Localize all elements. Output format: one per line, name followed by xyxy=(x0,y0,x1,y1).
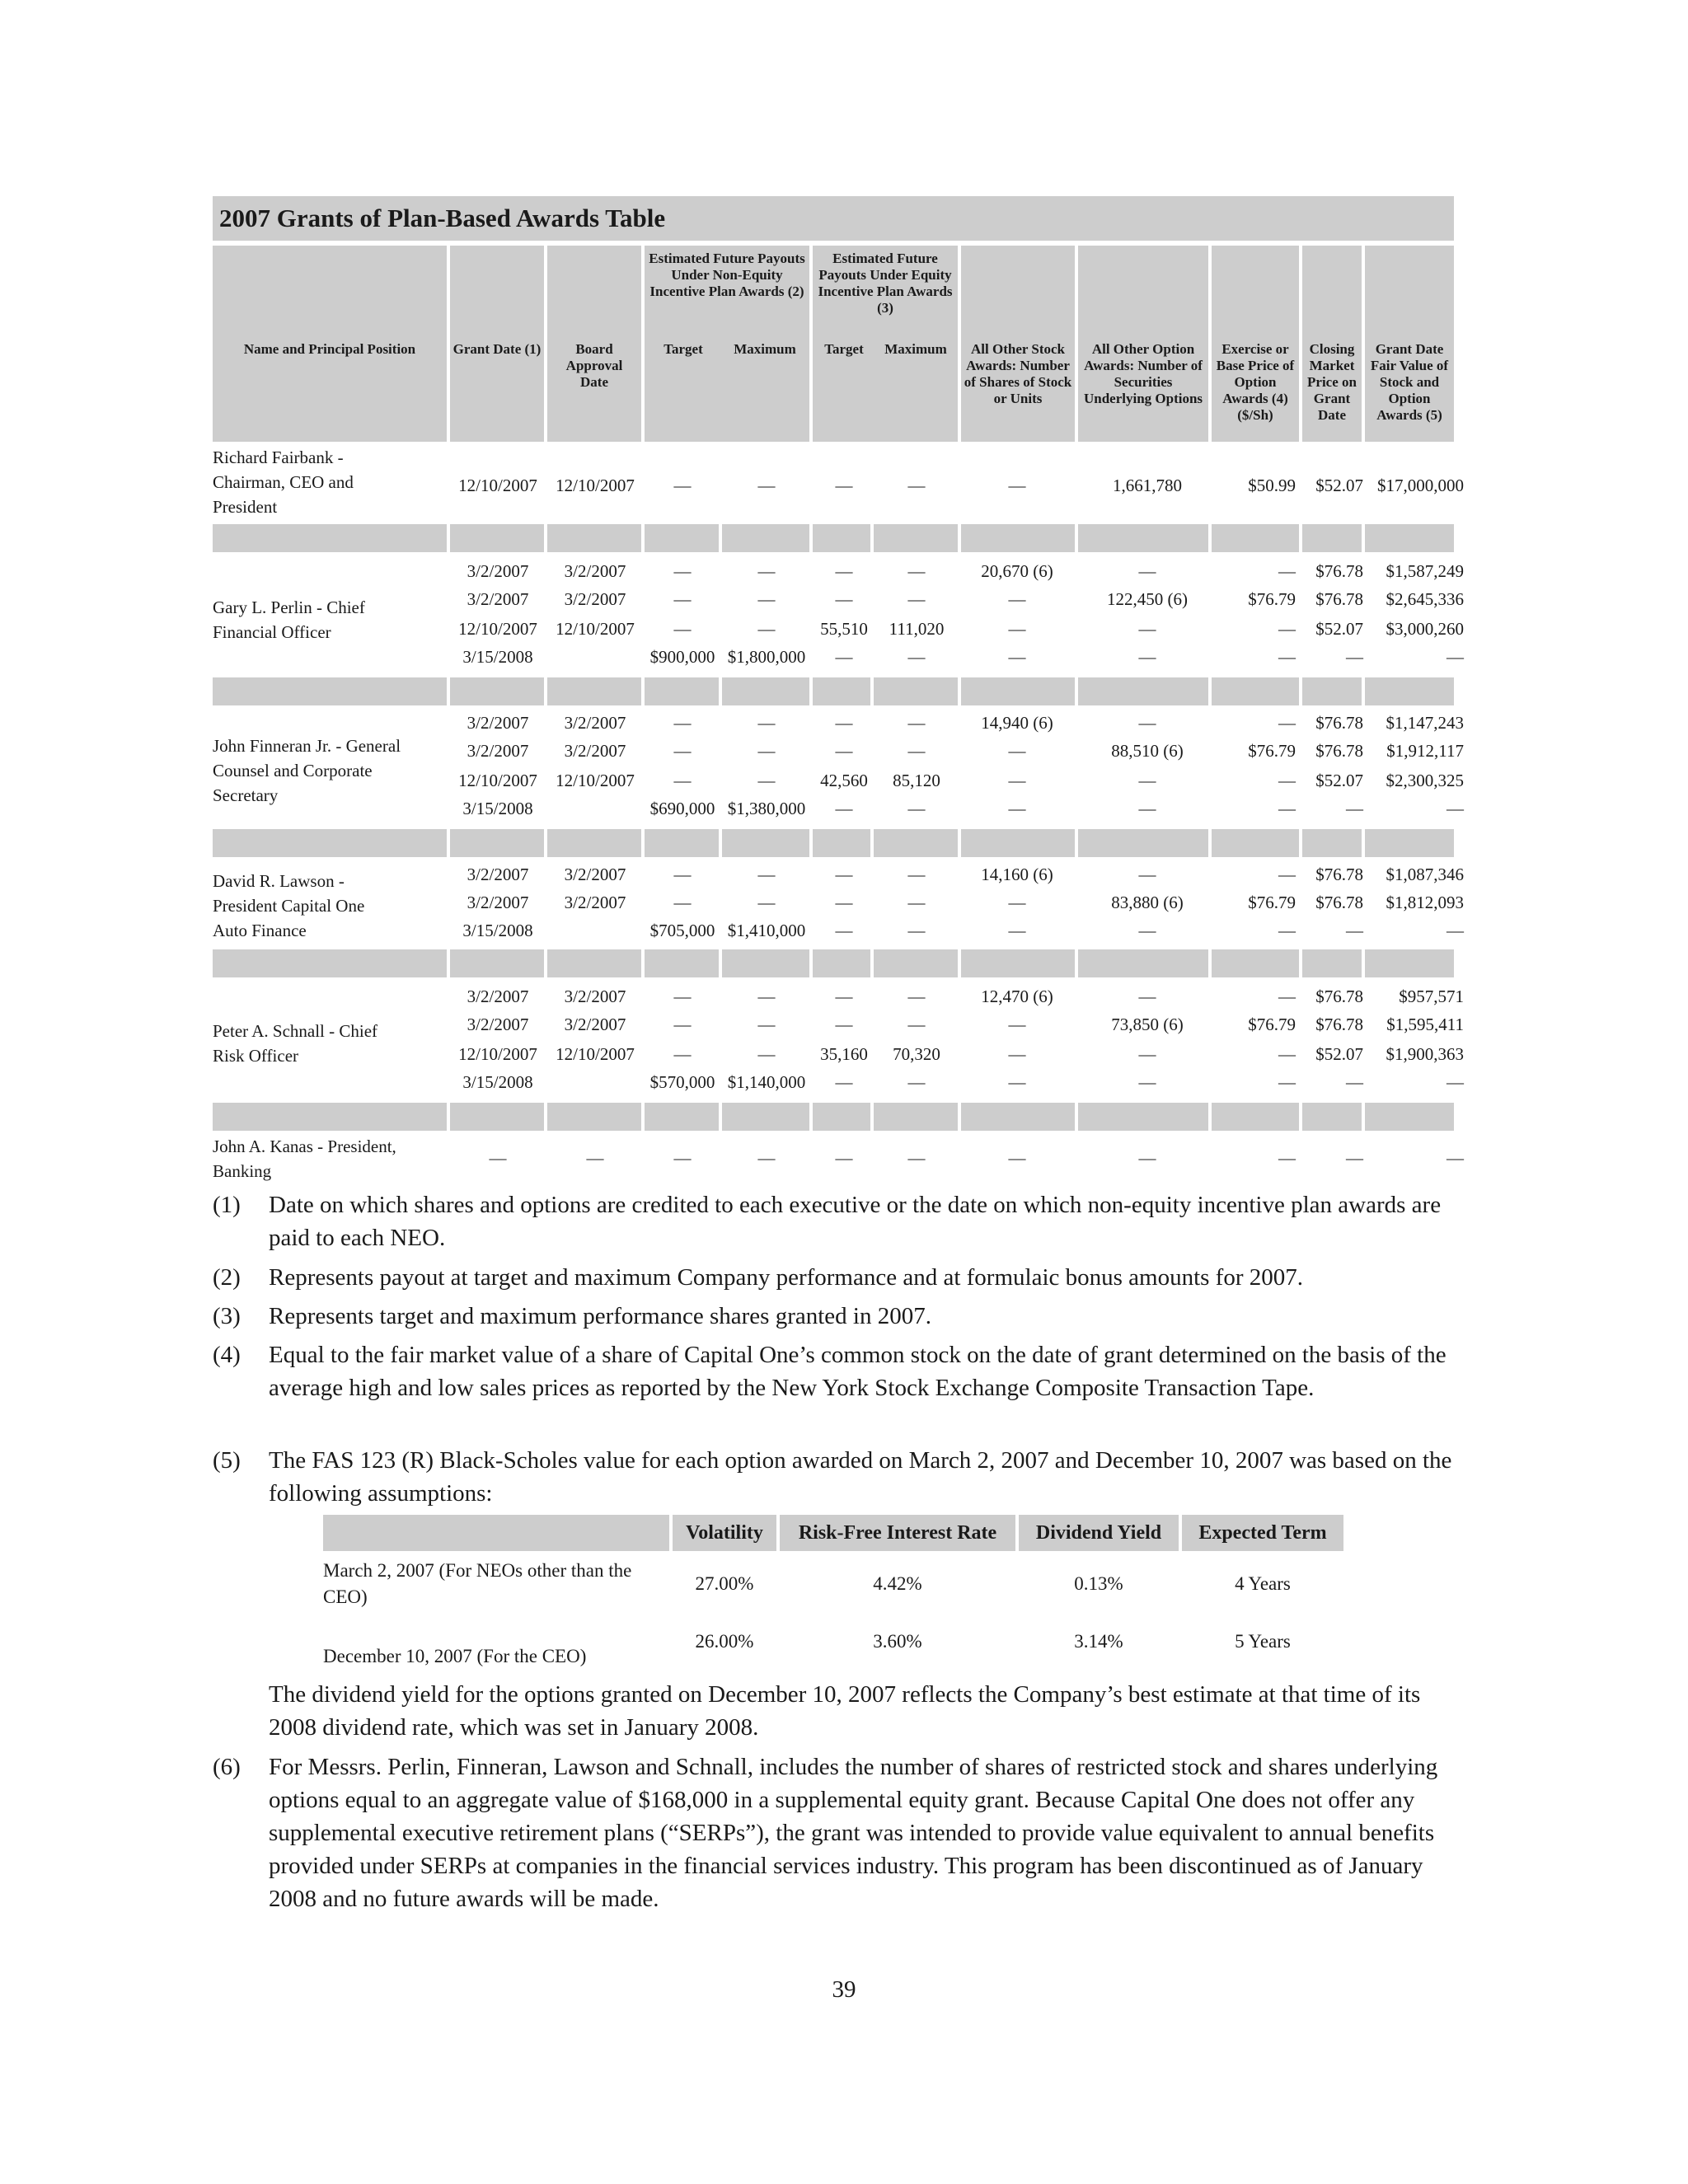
table-cell: — xyxy=(1278,771,1296,790)
table-cell: $76.78 xyxy=(1315,741,1363,761)
table-cell: — xyxy=(835,987,853,1006)
row-separator xyxy=(813,949,870,977)
table-cell: — xyxy=(673,771,692,790)
table-cell: $705,000 xyxy=(649,921,715,940)
row-separator xyxy=(213,677,447,705)
header-equity-group: Estimated Future Payouts Under Equity Incentive Plan Awards (3) xyxy=(818,251,953,316)
assumptions-cell: 4.42% xyxy=(873,1573,922,1594)
assumptions-cell: 3.60% xyxy=(873,1631,922,1652)
table-cell: — xyxy=(907,1072,926,1092)
row-separator xyxy=(1365,524,1454,552)
footnote-number: (1) xyxy=(213,1192,241,1218)
table-cell: — xyxy=(1008,1015,1026,1034)
row-separator xyxy=(1212,677,1299,705)
table-cell: — xyxy=(757,771,776,790)
table-cell: 3/2/2007 xyxy=(564,1015,626,1034)
footnote-number: (4) xyxy=(213,1342,241,1368)
row-separator xyxy=(645,524,719,552)
row-separator xyxy=(213,1103,447,1131)
table-cell: — xyxy=(1138,1044,1156,1064)
footnote-number: (2) xyxy=(213,1264,241,1291)
table-cell: — xyxy=(1346,921,1363,940)
row-separator xyxy=(722,524,809,552)
table-title: 2007 Grants of Plan-Based Awards Table xyxy=(213,196,1454,241)
header-board-date: Board Approval Date xyxy=(565,341,623,390)
row-separator xyxy=(722,677,809,705)
table-cell: 12/10/2007 xyxy=(556,771,635,790)
table-cell: 35,160 xyxy=(820,1044,868,1064)
table-cell: — xyxy=(907,1148,926,1168)
table-cell: — xyxy=(907,893,926,912)
table-cell: 70,320 xyxy=(893,1044,940,1064)
table-cell: — xyxy=(757,1044,776,1064)
assumptions-cell: 4 Years xyxy=(1235,1573,1291,1594)
dividend-note-text: The dividend yield for the options granted on December 10, 2007 reflects the Company’s best estimate at that time of its 2008 dividend rate, which was set in January 2008. xyxy=(269,1681,1421,1741)
table-cell: — xyxy=(1008,1044,1026,1064)
table-cell: — xyxy=(1278,1148,1296,1168)
header-non-equity-group: Estimated Future Payouts Under Non-Equity Incentive Plan Awards (2) xyxy=(649,251,805,299)
table-cell: — xyxy=(757,476,776,495)
table-cell: $2,645,336 xyxy=(1386,589,1464,609)
row-separator xyxy=(1365,1103,1454,1131)
table-cell: $1,595,411 xyxy=(1386,1015,1464,1034)
header-grant-date: Grant Date (1) xyxy=(452,341,542,357)
table-cell: $52.07 xyxy=(1315,476,1363,495)
table-cell: — xyxy=(1346,1148,1363,1168)
table-cell: — xyxy=(1278,865,1296,884)
table-cell: — xyxy=(673,561,692,581)
table-cell: — xyxy=(907,987,926,1006)
footnote-text: Date on which shares and options are credited to each executive or the date on which non-equity incentive plan awards are paid to each NEO. xyxy=(269,1192,1442,1251)
assumptions-cell: 26.00% xyxy=(695,1631,754,1652)
table-cell: — xyxy=(1278,1072,1296,1092)
table-cell: — xyxy=(907,476,926,495)
row-separator xyxy=(1365,949,1454,977)
row-separator xyxy=(213,524,447,552)
row-separator xyxy=(874,1103,958,1131)
table-cell: — xyxy=(1447,799,1464,818)
executive-name: Peter A. Schnall - Chief Risk Officer xyxy=(213,1021,378,1066)
table-cell: $76.78 xyxy=(1315,589,1363,609)
table-cell: $76.78 xyxy=(1315,893,1363,912)
row-separator xyxy=(450,677,544,705)
assumptions-cell: 27.00% xyxy=(695,1573,754,1594)
table-cell: — xyxy=(757,893,776,912)
table-cell: — xyxy=(673,589,692,609)
assumptions-header-yield: Dividend Yield xyxy=(1019,1515,1179,1551)
row-separator xyxy=(874,524,958,552)
table-cell: — xyxy=(835,921,853,940)
table-cell: 42,560 xyxy=(820,771,868,790)
table-cell: — xyxy=(1008,476,1026,495)
table-cell: 3/2/2007 xyxy=(564,713,626,733)
table-cell: $76.78 xyxy=(1315,713,1363,733)
row-separator xyxy=(547,1103,641,1131)
table-cell: — xyxy=(907,647,926,667)
table-cell: $76.79 xyxy=(1248,589,1296,609)
table-cell: 3/2/2007 xyxy=(564,741,626,761)
table-cell: — xyxy=(1278,921,1296,940)
table-cell: — xyxy=(1008,893,1026,912)
table-cell: — xyxy=(1138,799,1156,818)
table-cell: $1,812,093 xyxy=(1386,893,1464,912)
table-cell: $690,000 xyxy=(649,799,715,818)
table-cell: — xyxy=(757,1148,776,1168)
table-cell: $1,410,000 xyxy=(727,921,806,940)
table-cell: 3/15/2008 xyxy=(462,921,533,940)
table-cell: 14,160 (6) xyxy=(981,865,1053,884)
row-separator xyxy=(1078,949,1208,977)
table-cell: $3,000,260 xyxy=(1386,619,1464,639)
assumptions-cell: 3.14% xyxy=(1074,1631,1123,1652)
table-cell: 3/2/2007 xyxy=(564,893,626,912)
row-separator xyxy=(813,524,870,552)
footnote-text: The FAS 123 (R) Black-Scholes value for each option awarded on March 2, 2007 and December 10, 2007 was based on the following assumptions: xyxy=(269,1447,1452,1507)
table-cell: — xyxy=(1138,713,1156,733)
header-eq-max: Maximum xyxy=(884,341,947,357)
row-separator xyxy=(874,677,958,705)
table-cell: 3/2/2007 xyxy=(467,865,529,884)
table-cell: — xyxy=(1278,561,1296,581)
assumptions-row-label: March 2, 2007 (For NEOs other than the CEO) xyxy=(323,1560,632,1607)
table-cell: — xyxy=(1138,1148,1156,1168)
row-separator xyxy=(1302,949,1362,977)
table-cell: — xyxy=(1008,619,1026,639)
table-cell: — xyxy=(1138,987,1156,1006)
table-cell: — xyxy=(907,713,926,733)
row-separator xyxy=(1302,677,1362,705)
row-separator xyxy=(1365,829,1454,857)
header-ne-target: Target xyxy=(663,341,703,357)
table-cell: $76.78 xyxy=(1315,987,1363,1006)
footnote-text: Represents target and maximum performance shares granted in 2007. xyxy=(269,1303,931,1329)
table-cell: $1,087,346 xyxy=(1386,865,1464,884)
table-cell: — xyxy=(673,476,692,495)
table-cell: — xyxy=(835,893,853,912)
table-cell: — xyxy=(1346,799,1363,818)
row-separator xyxy=(1078,1103,1208,1131)
table-cell: — xyxy=(907,921,926,940)
table-cell: 3/2/2007 xyxy=(564,561,626,581)
table-cell: $52.07 xyxy=(1315,771,1363,790)
table-cell: — xyxy=(757,589,776,609)
row-separator xyxy=(1212,524,1299,552)
table-cell: — xyxy=(1008,921,1026,940)
footnote-text: For Messrs. Perlin, Finneran, Lawson and Schnall, includes the number of shares of restricted stock and shares underlying options equal to an aggregate value of $168,000 in a supplemental equity grant. Because Capital One does not offer any supplemental executive retirement plans (“SERPs”), the grant was intended to provide value equivalent to annual benefits provided under SERPs at companies in the financial services industry. This program has been discontinued as of January 2008 and no future awards will be made. xyxy=(269,1754,1438,1912)
row-separator xyxy=(722,1103,809,1131)
table-cell: — xyxy=(835,1015,853,1034)
table-cell: — xyxy=(673,1148,692,1168)
table-cell: 12/10/2007 xyxy=(556,476,635,495)
row-separator xyxy=(1078,829,1208,857)
table-cell: 3/2/2007 xyxy=(467,1015,529,1034)
table-cell: — xyxy=(835,1148,853,1168)
table-cell: $1,380,000 xyxy=(727,799,806,818)
table-cell: $52.07 xyxy=(1315,1044,1363,1064)
assumptions-row-label: December 10, 2007 (For the CEO) xyxy=(323,1646,587,1666)
table-cell: $76.79 xyxy=(1248,1015,1296,1034)
row-separator xyxy=(961,949,1075,977)
table-cell: — xyxy=(835,741,853,761)
footnote-number: (5) xyxy=(213,1447,241,1474)
table-cell: — xyxy=(1138,647,1156,667)
row-separator xyxy=(547,524,641,552)
table-cell: — xyxy=(835,713,853,733)
row-separator xyxy=(645,829,719,857)
assumptions-cell: 5 Years xyxy=(1235,1631,1291,1652)
row-separator xyxy=(645,949,719,977)
footnote-text: Equal to the fair market value of a share of Capital One’s common stock on the date of grant determined on the basis of the average high and low sales prices as reported by the New York Stock Exchange Composite Transaction Tape. xyxy=(269,1342,1447,1401)
table-cell: — xyxy=(757,561,776,581)
table-cell: — xyxy=(673,1015,692,1034)
header-stock: All Other Stock Awards: Number of Shares of Stock or Units xyxy=(964,341,1072,406)
table-cell: — xyxy=(1346,647,1363,667)
table-cell: — xyxy=(1278,619,1296,639)
row-separator xyxy=(213,829,447,857)
row-separator xyxy=(1365,677,1454,705)
row-separator xyxy=(722,949,809,977)
table-cell: — xyxy=(835,647,853,667)
row-separator xyxy=(645,677,719,705)
table-cell: 85,120 xyxy=(893,771,940,790)
table-cell: — xyxy=(757,865,776,884)
row-separator xyxy=(213,949,447,977)
header-ne-max: Maximum xyxy=(734,341,796,357)
table-cell: — xyxy=(1278,799,1296,818)
row-separator xyxy=(1212,949,1299,977)
table-cell: — xyxy=(1447,647,1464,667)
table-cell: — xyxy=(907,865,926,884)
table-cell: 3/15/2008 xyxy=(462,1072,533,1092)
row-separator xyxy=(547,829,641,857)
table-cell: 3/2/2007 xyxy=(467,741,529,761)
table-cell: — xyxy=(673,893,692,912)
table-cell: $1,140,000 xyxy=(727,1072,806,1092)
table-cell: 12,470 (6) xyxy=(981,987,1053,1006)
table-cell: — xyxy=(757,1015,776,1034)
table-cell: — xyxy=(1138,921,1156,940)
row-separator xyxy=(1302,829,1362,857)
table-cell: — xyxy=(586,1148,604,1168)
table-cell: — xyxy=(1447,921,1464,940)
table-cell: $1,147,243 xyxy=(1386,713,1464,733)
table-cell: — xyxy=(1447,1148,1464,1168)
table-cell: 12/10/2007 xyxy=(458,476,537,495)
table-cell: — xyxy=(673,865,692,884)
table-cell: — xyxy=(1138,1072,1156,1092)
table-cell: 111,020 xyxy=(889,619,945,639)
header-eq-target: Target xyxy=(824,341,864,357)
row-separator xyxy=(874,829,958,857)
table-cell: $900,000 xyxy=(649,647,715,667)
header-name: Name and Principal Position xyxy=(243,341,416,357)
table-cell: $76.78 xyxy=(1315,865,1363,884)
header-exercise: Exercise or Base Price of Option Awards (4) ($/Sh) xyxy=(1216,341,1295,423)
table-cell: — xyxy=(1138,771,1156,790)
header-closing: Closing Market Price on Grant Date xyxy=(1307,341,1357,423)
table-cell: 73,850 (6) xyxy=(1111,1015,1184,1034)
table-cell: — xyxy=(835,799,853,818)
assumptions-header-blank xyxy=(323,1515,669,1551)
executive-name: John A. Kanas - President, Banking xyxy=(213,1137,396,1181)
table-cell: $1,900,363 xyxy=(1386,1044,1464,1064)
table-cell: $17,000,000 xyxy=(1377,476,1464,495)
table-cell: — xyxy=(1008,1148,1026,1168)
table-cell: — xyxy=(673,1044,692,1064)
table-cell: 3/2/2007 xyxy=(467,987,529,1006)
row-separator xyxy=(961,524,1075,552)
table-cell: 3/2/2007 xyxy=(467,561,529,581)
table-cell: 3/15/2008 xyxy=(462,799,533,818)
table-cell: — xyxy=(1138,619,1156,639)
executive-name: John Finneran Jr. - General Counsel and Corporate Secretary xyxy=(213,736,401,805)
row-separator xyxy=(547,677,641,705)
table-cell: — xyxy=(757,713,776,733)
table-cell: — xyxy=(757,741,776,761)
table-cell: — xyxy=(835,865,853,884)
table-cell: — xyxy=(1008,799,1026,818)
table-cell: — xyxy=(1008,647,1026,667)
table-cell: 3/15/2008 xyxy=(462,647,533,667)
table-cell: — xyxy=(1008,741,1026,761)
table-cell: — xyxy=(1278,987,1296,1006)
table-cell: 55,510 xyxy=(820,619,868,639)
table-cell: — xyxy=(907,799,926,818)
row-separator xyxy=(450,524,544,552)
row-separator xyxy=(1212,1103,1299,1131)
table-cell: $570,000 xyxy=(649,1072,715,1092)
table-cell: — xyxy=(1008,589,1026,609)
footnote-number: (6) xyxy=(213,1754,241,1780)
footnote-text: Represents payout at target and maximum Company performance and at formulaic bonus amounts for 2007. xyxy=(269,1264,1304,1291)
row-separator xyxy=(1078,677,1208,705)
table-cell: 12/10/2007 xyxy=(458,1044,537,1064)
row-separator xyxy=(1212,829,1299,857)
assumptions-header-volatility: Volatility xyxy=(673,1515,776,1551)
table-cell: $76.78 xyxy=(1315,561,1363,581)
row-separator xyxy=(722,829,809,857)
page-number: 39 xyxy=(832,1976,856,2003)
row-separator xyxy=(645,1103,719,1131)
table-cell: 83,880 (6) xyxy=(1111,893,1184,912)
table-cell: 3/2/2007 xyxy=(467,893,529,912)
table-cell: — xyxy=(757,619,776,639)
table-cell: — xyxy=(1278,647,1296,667)
table-cell: 12/10/2007 xyxy=(458,771,537,790)
table-cell: $76.78 xyxy=(1315,1015,1363,1034)
row-separator xyxy=(813,829,870,857)
table-cell: $76.79 xyxy=(1248,893,1296,912)
table-cell: — xyxy=(835,476,853,495)
table-cell: — xyxy=(757,987,776,1006)
table-cell: — xyxy=(907,741,926,761)
table-cell: — xyxy=(1138,865,1156,884)
executive-name: Gary L. Perlin - Chief Financial Officer xyxy=(213,598,365,642)
table-cell: 3/2/2007 xyxy=(564,865,626,884)
table-cell: — xyxy=(673,619,692,639)
row-separator xyxy=(961,677,1075,705)
table-cell: $957,571 xyxy=(1399,987,1464,1006)
table-cell: — xyxy=(835,589,853,609)
table-cell: 3/2/2007 xyxy=(564,987,626,1006)
row-separator xyxy=(1302,1103,1362,1131)
row-separator xyxy=(450,829,544,857)
table-cell: — xyxy=(907,561,926,581)
table-cell: — xyxy=(1346,1072,1363,1092)
table-cell: 12/10/2007 xyxy=(556,619,635,639)
table-cell: 12/10/2007 xyxy=(458,619,537,639)
table-cell: $2,300,325 xyxy=(1386,771,1464,790)
row-separator xyxy=(961,829,1075,857)
table-cell: — xyxy=(835,1072,853,1092)
row-separator xyxy=(450,1103,544,1131)
table-cell: 3/2/2007 xyxy=(467,713,529,733)
table-cell: $1,587,249 xyxy=(1386,561,1464,581)
row-separator xyxy=(547,949,641,977)
table-cell: — xyxy=(1138,561,1156,581)
table-cell: $1,912,117 xyxy=(1386,741,1464,761)
executive-name: David R. Lawson - President Capital One Auto Finance xyxy=(213,871,365,940)
table-cell: 20,670 (6) xyxy=(981,561,1053,581)
table-cell: — xyxy=(1008,1072,1026,1092)
table-cell: — xyxy=(1008,771,1026,790)
table-cell: — xyxy=(673,713,692,733)
table-cell: — xyxy=(835,561,853,581)
row-separator xyxy=(813,677,870,705)
table-cell: — xyxy=(489,1148,507,1168)
table-cell: — xyxy=(673,741,692,761)
row-separator xyxy=(813,1103,870,1131)
executive-name: Richard Fairbank - Chairman, CEO and President xyxy=(213,448,354,517)
assumptions-header-term: Expected Term xyxy=(1182,1515,1343,1551)
table-cell: $50.99 xyxy=(1248,476,1296,495)
table-cell: — xyxy=(673,987,692,1006)
table-cell: 88,510 (6) xyxy=(1111,741,1184,761)
row-separator xyxy=(1078,524,1208,552)
header-fair-value: Grant Date Fair Value of Stock and Option Awards (5) xyxy=(1370,341,1449,423)
row-separator xyxy=(961,1103,1075,1131)
table-cell: 1,661,780 xyxy=(1113,476,1182,495)
table-cell: 122,450 (6) xyxy=(1107,589,1188,609)
assumptions-cell: 0.13% xyxy=(1074,1573,1123,1594)
row-separator xyxy=(450,949,544,977)
table-cell: — xyxy=(1278,1044,1296,1064)
table-cell: $52.07 xyxy=(1315,619,1363,639)
header-option: All Other Option Awards: Number of Securities Underlying Options xyxy=(1083,341,1203,406)
table-cell: 12/10/2007 xyxy=(556,1044,635,1064)
row-separator xyxy=(1302,524,1362,552)
assumptions-header-rate: Risk-Free Interest Rate xyxy=(780,1515,1015,1551)
row-separator xyxy=(874,949,958,977)
table-cell: 14,940 (6) xyxy=(981,713,1053,733)
table-cell: $1,800,000 xyxy=(727,647,806,667)
footnote-number: (3) xyxy=(213,1303,241,1329)
table-cell: — xyxy=(907,1015,926,1034)
table-cell: 3/2/2007 xyxy=(467,589,529,609)
table-cell: — xyxy=(1447,1072,1464,1092)
table-cell: — xyxy=(907,589,926,609)
table-cell: $76.79 xyxy=(1248,741,1296,761)
table-cell: 3/2/2007 xyxy=(564,589,626,609)
table-cell: — xyxy=(1278,713,1296,733)
